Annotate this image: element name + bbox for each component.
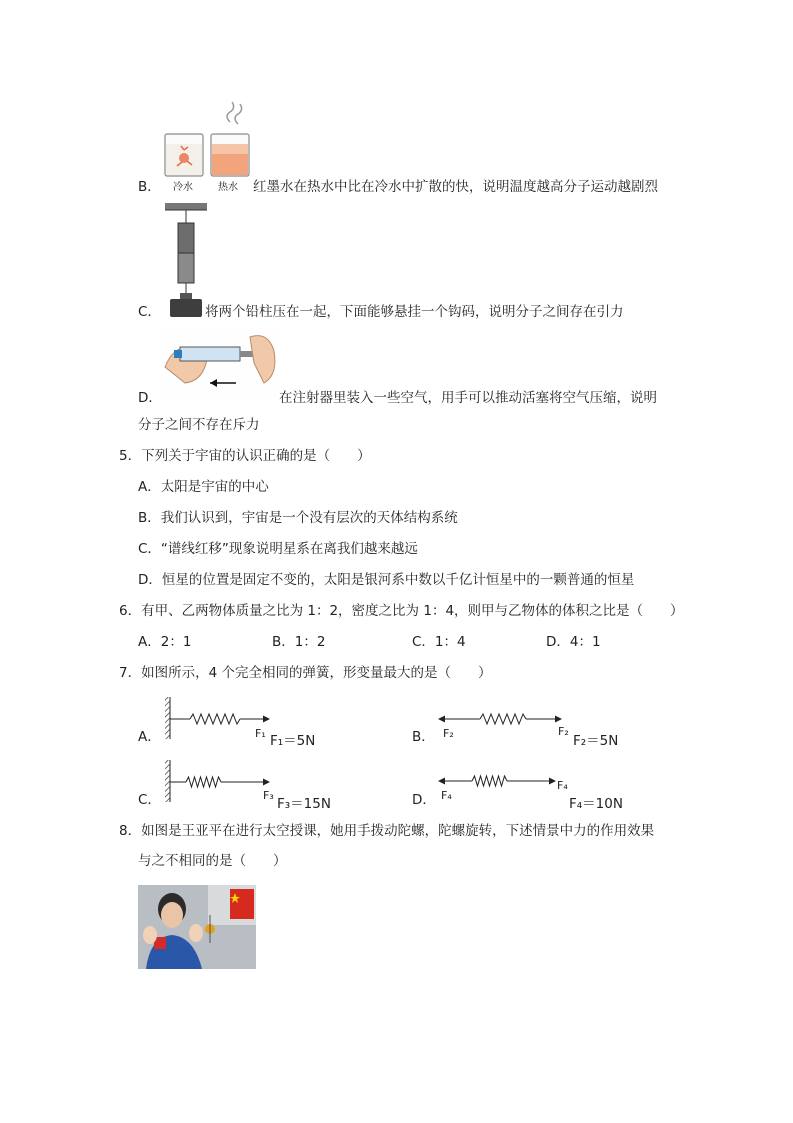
q8-stem-line2: 与之不相同的是（ ） — [138, 853, 287, 869]
q6-option-c: C．1：4 — [412, 634, 466, 650]
q7-option-b-letter: B． — [412, 729, 435, 745]
q8-stem-line1: 8．如图是王亚平在进行太空授课，她用手拨动陀螺，陀螺旋转，下述情景中力的作用效果 — [119, 823, 655, 839]
q5-option-b: B．我们认识到，宇宙是一个没有层次的天体结构系统 — [138, 510, 458, 526]
q7-option-d-letter: D． — [412, 792, 436, 808]
q7-a-force-value: F₁＝5N — [270, 733, 316, 749]
beakers-illustration — [160, 100, 255, 190]
q7-c-force-value: F₃＝15N — [277, 796, 331, 812]
q7-c-force-label: F₃ — [263, 789, 274, 802]
q7-b-left-force-label: F₂ — [443, 727, 454, 740]
q6-stem: 6．有甲、乙两物体质量之比为 1：2，密度之比为 1：4，则甲与乙物体的体积之比是（ ） — [119, 603, 684, 619]
q7-d-left-force-label: F₄ — [441, 789, 452, 802]
q5-option-c: C．“谱线红移”现象说明星系在离我们越来越远 — [138, 541, 418, 557]
q4-option-c-text: 将两个铅柱压在一起，下面能够悬挂一个钩码，说明分子之间存在引力 — [205, 304, 624, 320]
q7-a-force-label: F₁ — [255, 727, 266, 740]
q7-option-c-letter: C． — [138, 792, 161, 808]
q5-option-d: D．恒星的位置是固定不变的，太阳是银河系中数以千亿计恒星中的一颗普通的恒星 — [138, 572, 635, 588]
q7-b-force-value: F₂＝5N — [573, 733, 619, 749]
q4-option-c-letter: C． — [138, 304, 161, 320]
q7-option-a-letter: A． — [138, 729, 161, 745]
q6-option-b: B．1：2 — [272, 634, 326, 650]
cold-water-label: 冷水 — [173, 182, 193, 193]
q7-d-right-force-label: F₄ — [557, 779, 568, 792]
q7-b-spring-diagram — [436, 706, 566, 726]
q7-d-spring-diagram — [436, 769, 560, 789]
lead-cylinders-illustration — [165, 203, 210, 323]
space-lecture-photo — [138, 885, 256, 969]
q7-b-right-force-label: F₂ — [558, 725, 569, 738]
q5-stem: 5．下列关于宇宙的认识正确的是（ ） — [119, 448, 371, 464]
q4-option-d-text-line1: 在注射器里装入一些空气，用手可以推动活塞将空气压缩，说明 — [279, 390, 657, 406]
q6-option-d: D．4：1 — [546, 634, 601, 650]
q4-option-b-letter: B． — [138, 179, 161, 195]
q7-stem: 7．如图所示，4 个完全相同的弹簧，形变量最大的是（ ） — [119, 665, 492, 681]
hot-water-label: 热水 — [218, 182, 238, 193]
q6-option-a: A．2：1 — [138, 634, 192, 650]
q4-option-d-text-line2: 分子之间不存在斥力 — [138, 417, 260, 433]
q7-d-force-value: F₄＝10N — [569, 796, 623, 812]
q4-option-d-letter: D． — [138, 390, 162, 406]
q4-option-b-text: 红墨水在热水中比在冷水中扩散的快，说明温度越高分子运动越剧烈 — [253, 179, 658, 195]
syringe-illustration — [160, 327, 278, 399]
q7-c-spring-diagram — [162, 760, 274, 802]
q5-option-a: A．太阳是宇宙的中心 — [138, 479, 269, 495]
